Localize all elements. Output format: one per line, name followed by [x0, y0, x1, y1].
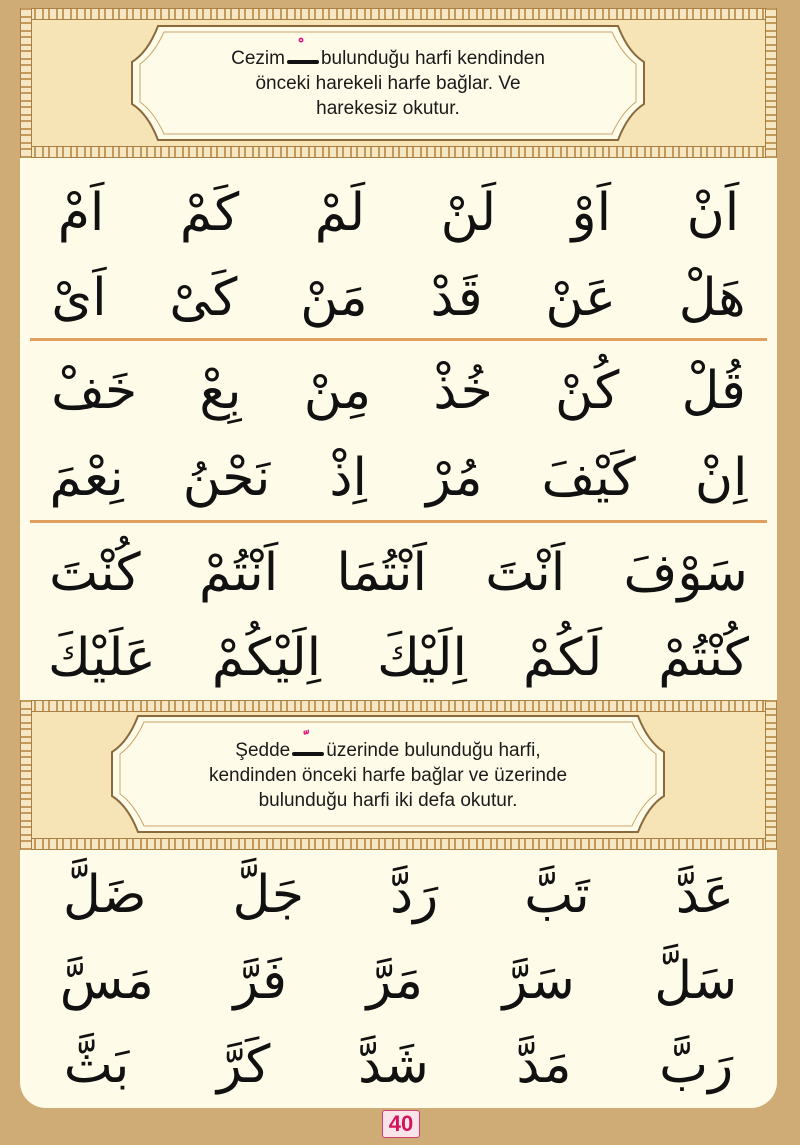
word-row	[20, 528, 777, 618]
arabic-word: اَوْ	[571, 183, 612, 243]
word-row	[20, 613, 777, 703]
arabic-word: تَبَّ	[524, 865, 590, 925]
arabic-word: نِعْمَ	[49, 448, 124, 508]
cezim-mark-icon	[287, 52, 319, 66]
arabic-word: سَلَّ	[654, 951, 738, 1011]
note-line: önceki harekeli harfe bağlar. Ve	[255, 73, 521, 94]
arabic-word: اَنْ	[686, 183, 740, 243]
arabic-word: لَمْ	[314, 183, 366, 243]
arabic-word: اَنْتُمْ	[198, 543, 279, 603]
arabic-word: مَنْ	[300, 268, 368, 328]
arabic-word: اَنْتَ	[485, 543, 566, 603]
separator	[30, 520, 767, 523]
note-line: bulunduğu harfi iki defa okutur.	[258, 790, 518, 811]
arabic-word: اِنْ	[694, 448, 748, 508]
arabic-word: اِلَيْكُمْ	[211, 628, 322, 688]
arabic-word: قَدْ	[430, 268, 483, 328]
word-row	[20, 253, 777, 343]
note-word: Şedde	[235, 740, 291, 761]
word-row	[20, 936, 777, 1026]
arabic-word: رَبَّ	[659, 1035, 734, 1095]
arabic-word: لَكُمْ	[523, 628, 603, 688]
arabic-word: اِلَيْكَ	[377, 628, 467, 688]
arabic-word: عَدَّ	[675, 865, 735, 925]
arabic-word: كُنْتَ	[49, 543, 141, 603]
page	[20, 8, 777, 1108]
arabic-word: جَلَّ	[232, 865, 304, 925]
arabic-word: شَدَّ	[357, 1035, 429, 1095]
arabic-word: كَمْ	[179, 183, 240, 243]
word-row	[20, 850, 777, 940]
word-row	[20, 168, 777, 258]
arabic-word: بَثَّ	[63, 1035, 130, 1095]
arabic-word: قُلْ	[681, 361, 746, 421]
arabic-word: رَدَّ	[389, 865, 439, 925]
arabic-word: مَرَّ	[366, 951, 424, 1011]
arabic-word: سَوْفَ	[623, 543, 748, 603]
arabic-word: خُذْ	[433, 361, 493, 421]
arabic-word: مِنْ	[303, 361, 372, 421]
arabic-word: عَنْ	[545, 268, 616, 328]
arabic-word: كَرَّ	[216, 1035, 271, 1095]
arabic-word: اِذْ	[329, 448, 367, 508]
cezim-rule-text	[128, 46, 648, 121]
ornamental-frame	[108, 712, 668, 836]
word-row	[20, 1020, 777, 1108]
arabic-word: اَمْ	[57, 183, 105, 243]
note-text: üzerinde bulunduğu harfi,	[326, 740, 541, 761]
arabic-word: مَدَّ	[516, 1035, 572, 1095]
note-text: bulunduğu harfi kendinden	[320, 48, 545, 69]
arabic-word: فَرَّ	[233, 951, 287, 1011]
bottom-note-band	[20, 700, 777, 850]
arabic-word: مَسَّ	[59, 951, 154, 1011]
word-row	[20, 433, 777, 523]
page-number: 40	[382, 1110, 420, 1138]
separator	[30, 338, 767, 341]
arabic-word: لَنْ	[440, 183, 497, 243]
arabic-word: كُنْتُمْ	[658, 628, 749, 688]
arabic-word: كَىْ	[169, 268, 238, 328]
note-word: Cezim	[231, 48, 285, 69]
shadda-mark-icon	[292, 744, 324, 758]
arabic-word: مُرْ	[425, 448, 483, 508]
note-line: kendinden önceki harfe bağlar ve üzerinde	[208, 765, 568, 786]
arabic-word: عَلَيْكَ	[48, 628, 156, 688]
arabic-word: خَفْ	[51, 361, 138, 421]
arabic-word: كُنْ	[555, 361, 620, 421]
word-row	[20, 346, 777, 436]
arabic-word: نَحْنُ	[182, 448, 271, 508]
arabic-word: اَنْتُمَا	[336, 543, 427, 603]
shadda-rule-text	[108, 738, 668, 813]
arabic-word: كَيْفَ	[541, 448, 636, 508]
note-line: harekesiz okutur.	[316, 98, 460, 119]
arabic-word: بِعْ	[199, 361, 242, 421]
arabic-word: سَرَّ	[502, 951, 575, 1011]
top-note-band	[20, 8, 777, 158]
arabic-word: ضَلَّ	[62, 865, 147, 925]
ornamental-frame	[128, 22, 648, 144]
arabic-word: هَلْ	[678, 268, 746, 328]
arabic-word: اَىْ	[51, 268, 107, 328]
